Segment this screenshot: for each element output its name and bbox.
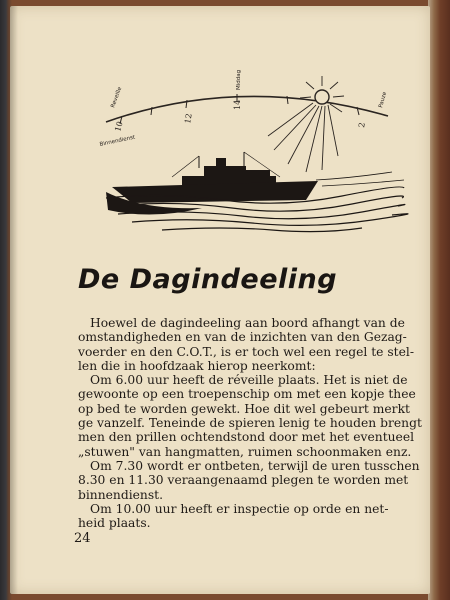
text-line: heid plaats. xyxy=(78,516,151,531)
text-line: ge vanzelf. Teneinde de spieren lenig te houden brengt xyxy=(78,416,422,431)
text-line: voerder en den C.O.T., is er toch wel een regel te stel- xyxy=(78,344,414,359)
dial-label-binnendienst: Binnendienst xyxy=(99,134,136,148)
dial-number-2: 2 xyxy=(357,121,367,129)
dial-label-reveille: Reveille xyxy=(110,86,124,109)
page-title: De Dagindeeling xyxy=(78,264,338,295)
text-line: binnendienst. xyxy=(78,487,164,502)
text-line: „stuwen" van hangmatten, ruimen schoonmaken enz. xyxy=(78,444,412,459)
page-number: 24 xyxy=(74,531,91,546)
text-line: gewoonte op een troepenschip om met een kopje thee xyxy=(78,387,416,402)
page-gutter-shadow xyxy=(10,6,18,594)
text-line: Om 6.00 uur heeft de réveille plaats. Het is niet de xyxy=(90,373,408,388)
dial-numbers xyxy=(113,100,367,133)
text-line: op bed te worden gewekt. Hoe dit wel gebeurt merkt xyxy=(78,401,410,416)
text-line: men den prillen ochtendstond door met het eventueel xyxy=(78,430,415,445)
body-paragraph xyxy=(78,316,423,530)
sun-icon xyxy=(268,76,344,172)
dial-number-12: 12 xyxy=(183,112,194,125)
text-line: len die in hoofdzaak hierop neerkomt: xyxy=(78,358,316,373)
text-line: Om 10.00 uur heeft er inspectie op orde en net- xyxy=(90,501,389,516)
text-line: Hoewel de dagindeeling aan boord afhangt van de xyxy=(90,316,405,330)
dial-number-10: 10 xyxy=(113,120,125,133)
text-line: omstandigheden en van de inzichten van den Gezag- xyxy=(78,330,407,345)
ship-and-sun-illustration xyxy=(92,60,412,238)
dial-labels xyxy=(99,70,388,148)
dial-label-middag: Middag xyxy=(236,69,242,90)
text-line: Om 7.30 wordt er ontbeten, terwijl de uren tusschen xyxy=(90,458,420,473)
dial-number-14: 14 xyxy=(233,99,242,110)
dial-label-pauze: Pauze xyxy=(378,91,389,109)
book-edge xyxy=(428,0,450,600)
text-line: 8.30 en 11.30 veraangenaamd plegen te worden met xyxy=(78,473,409,488)
time-dial-arc xyxy=(106,96,388,122)
